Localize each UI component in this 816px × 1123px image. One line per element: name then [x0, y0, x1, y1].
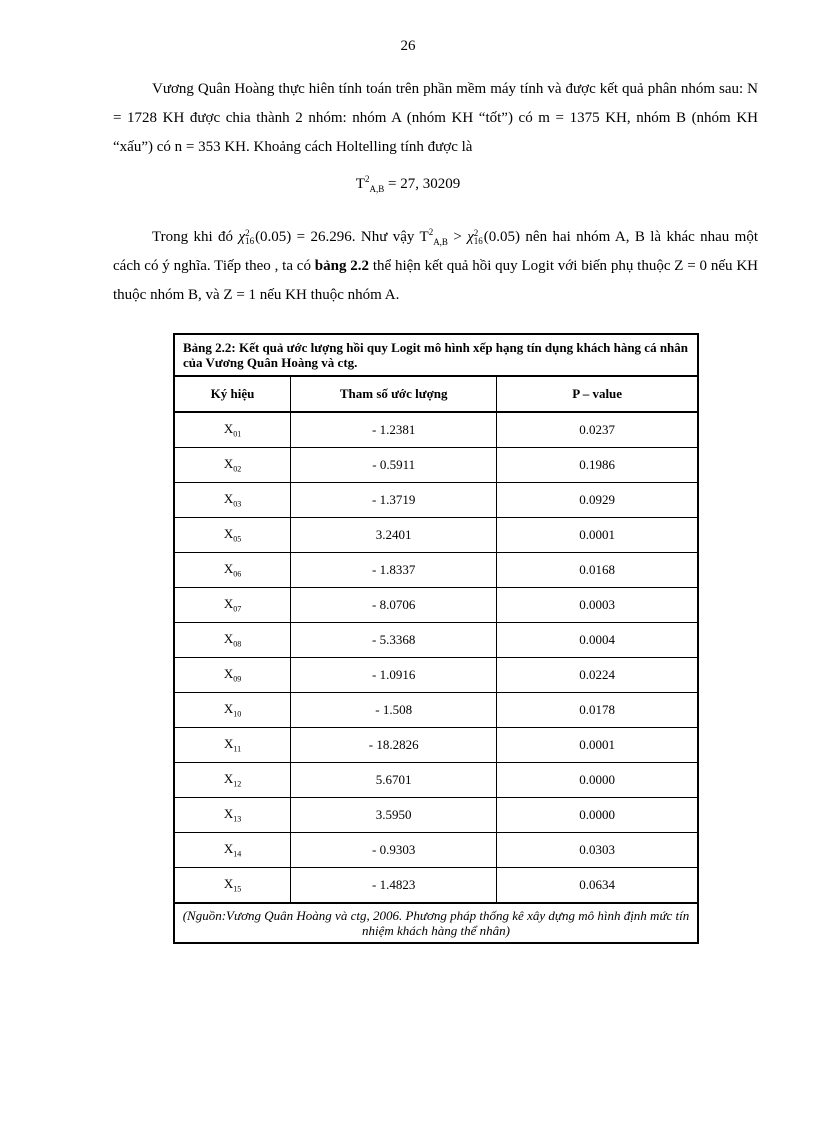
cell-estimate: - 1.8337	[291, 553, 497, 588]
cell-symbol: $X_{15}$	[174, 868, 291, 904]
cell-estimate: - 18.2826	[291, 728, 497, 763]
hotelling-formula: $T^2_{A,B} = 27$, 30209	[355, 174, 461, 194]
cell-symbol: $X_{03}$	[174, 483, 291, 518]
cell-p-value: 0.1986	[497, 448, 698, 483]
table-row	[174, 412, 698, 448]
cell-symbol: $X_{14}$	[174, 833, 291, 868]
cell-p-value: 0.0224	[497, 658, 698, 693]
cell-symbol: $X_{09}$	[174, 658, 291, 693]
table-row	[174, 588, 698, 623]
paragraph-comparison: Trong khi đó χ 2 16 (0.05) = 26.296. Như vậy $T^2_{A,B} > \chi$ 2 16 (0.05) nên hai nhóm A, B là khác nhau một cách có ý nghĩa. Tiếp theo , ta có bảng 2.2 thể hiện kết quả hồi quy Logit với biến phụ thuộc Z = 0 nếu KH thuộc nhóm B, và Z = 1 nếu KH thuộc nhóm A.	[113, 227, 759, 303]
header-p-value: P – value	[497, 376, 698, 412]
cell-symbol: $X_{01}$	[174, 412, 291, 448]
cell-p-value: 0.0168	[497, 553, 698, 588]
cell-symbol: $X_{13}$	[174, 798, 291, 833]
table-row	[174, 448, 698, 483]
cell-p-value: 0.0929	[497, 483, 698, 518]
cell-estimate: 3.2401	[291, 518, 497, 553]
cell-estimate: - 1.4823	[291, 868, 497, 904]
chi-square-symbol-2: χ	[467, 229, 474, 245]
cell-estimate: 5.6701	[291, 763, 497, 798]
cell-p-value: 0.0303	[497, 833, 698, 868]
table-reference: bảng 2.2	[314, 258, 370, 274]
cell-p-value: 0.0237	[497, 412, 698, 448]
cell-symbol: $X_{05}$	[174, 518, 291, 553]
table-row	[174, 833, 698, 868]
cell-symbol: $X_{12}$	[174, 763, 291, 798]
cell-estimate: - 1.2381	[291, 412, 497, 448]
table-row	[174, 763, 698, 798]
cell-estimate: 3.5950	[291, 798, 497, 833]
cell-symbol: $X_{08}$	[174, 623, 291, 658]
cell-estimate: - 1.508	[291, 693, 497, 728]
cell-p-value: 0.0000	[497, 798, 698, 833]
table-row	[174, 623, 698, 658]
cell-estimate: - 1.0916	[291, 658, 497, 693]
cell-p-value: 0.0178	[497, 693, 698, 728]
cell-p-value: 0.0634	[497, 868, 698, 904]
table-row	[174, 518, 698, 553]
cell-symbol: $X_{07}$	[174, 588, 291, 623]
cell-p-value: 0.0004	[497, 623, 698, 658]
cell-p-value: 0.0001	[497, 518, 698, 553]
table-caption: Bảng 2.2: Kết quả ước lượng hồi quy Logit mô hình xếp hạng tín dụng khách hàng cá nhân của Vương Quân Hoàng và ctg.	[174, 334, 698, 376]
paragraph-intro: Vương Quân Hoàng thực hiên tính toán trên phần mềm máy tính và được kết quả phân nhóm sau: N = 1728 KH được chia thành 2 nhóm: nhóm A (nhóm KH “tốt”) có m = 1375 KH, nhóm B (nhóm KH “xấu”) có n = 353 KH. Khoảng cách Holtelling tính được là	[113, 81, 758, 155]
cell-p-value: 0.0000	[497, 763, 698, 798]
table-source-note: (Nguồn:Vương Quân Hoàng và ctg, 2006. Phương pháp thống kê xây dựng mô hình định mức tín nhiệm khách hàng thể nhân)	[174, 903, 698, 943]
table-row	[174, 868, 698, 904]
cell-symbol: $X_{06}$	[174, 553, 291, 588]
cell-estimate: - 5.3368	[291, 623, 497, 658]
table-row	[174, 693, 698, 728]
cell-p-value: 0.0001	[497, 728, 698, 763]
header-symbol: Ký hiệu	[174, 376, 291, 412]
table-header-row	[174, 376, 698, 412]
cell-p-value: 0.0003	[497, 588, 698, 623]
page-number: 26	[400, 38, 416, 54]
chi-indices: 2 16	[245, 228, 255, 246]
table-row	[174, 658, 698, 693]
cell-symbol: $X_{10}$	[174, 693, 291, 728]
cell-estimate: - 1.3719	[291, 483, 497, 518]
chi-square-symbol: χ	[238, 229, 246, 245]
table-row	[174, 483, 698, 518]
table-row	[174, 553, 698, 588]
cell-symbol: $X_{11}$	[174, 728, 291, 763]
table-row	[174, 798, 698, 833]
cell-estimate: - 0.9303	[291, 833, 497, 868]
table-row	[174, 728, 698, 763]
chi-indices-2: 2 16	[473, 228, 483, 246]
cell-symbol: $X_{02}$	[174, 448, 291, 483]
logit-results-table	[173, 333, 699, 944]
cell-estimate: - 8.0706	[291, 588, 497, 623]
cell-estimate: - 0.5911	[291, 448, 497, 483]
header-estimate: Tham số ước lượng	[291, 376, 497, 412]
